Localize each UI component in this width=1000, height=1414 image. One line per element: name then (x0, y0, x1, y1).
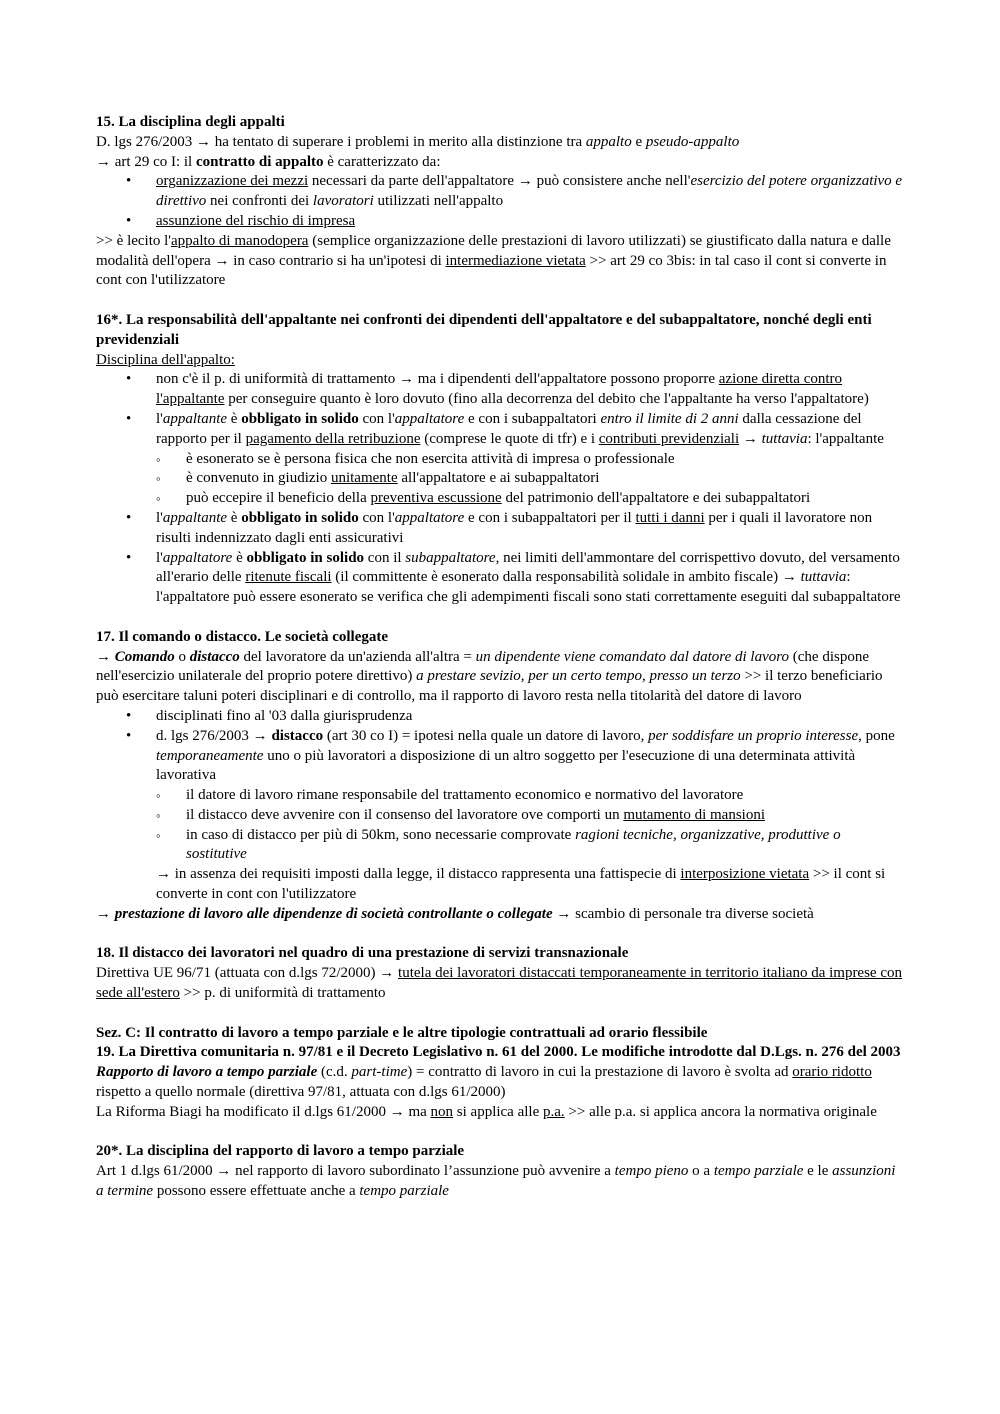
sub-list-item: ◦ il distacco deve avvenire con il consenso del lavoratore ove comporti un mutamento di mansioni (156, 806, 904, 826)
sub-list-item: ◦ in caso di distacco per più di 50km, sono necessarie comprovate ragioni tecniche, organizzative, produttive o sostitutive (156, 826, 904, 866)
list-item: • non c'è il p. di uniformità di trattamento → ma i dipendenti dell'appaltatore possono proporre azione diretta contro l'appaltante per conseguire quanto è loro dovuto (fino alla decorrenza del debito che l'appaltante ha verso l'appaltatore) (96, 370, 904, 410)
sub-list (156, 450, 904, 509)
list-item: • disciplinati fino al '03 dalla giurisprudenza (96, 707, 904, 727)
section-17-last-line: → prestazione di lavoro alle dipendenze di società controllante o collegate → scambio di personale tra diverse società (96, 905, 814, 922)
section-15-title: 15. La disciplina degli appalti (96, 114, 285, 130)
list-item: • organizzazione dei mezzi necessari da parte dell'appaltatore → può consistere anche nell'esercizio del potere organizzativo e direttivo nei confronti dei lavoratori utilizzati nell'appalto (96, 172, 904, 212)
document-page (96, 113, 904, 1202)
section-20-paragraph: Art 1 d.lgs 61/2000 → nel rapporto di lavoro subordinato l’assunzione può avvenire a tempo pieno o a tempo parziale e le assunzioni a termine possono essere effettuate anche a tempo parziale (96, 1163, 896, 1200)
section-18 (96, 944, 904, 1003)
sub-list-item: ◦ può eccepire il beneficio della preventiva escussione del patrimonio dell'appaltatore e dei subappaltatori (156, 489, 904, 509)
list-item: • l'appaltante è obbligato in solido con l'appaltatore e con i subappaltatori entro il limite di 2 anni dalla cessazione del rapporto per il pagamento della retribuzione (comprese le quote di tfr) e i contributi previdenziali → tuttavia: l'appaltante ◦ è esonerato se è persona fisica che non esercita attività di impresa o professionale ◦ è convenuto in giudizio unitamente all'appaltatore e ai subappaltatori ◦ può eccepire il beneficio della preventiva escussione del patrimonio dell'appaltatore e dei subappaltatori (96, 410, 904, 509)
section-c (96, 1024, 904, 1123)
section-15 (96, 113, 904, 291)
section-16-subtitle: Disciplina dell'appalto: (96, 351, 235, 368)
sub-list-item: ◦ è convenuto in giudizio unitamente all'appaltatore e ai subappaltatori (156, 469, 904, 489)
sub-list (156, 786, 904, 865)
section-16-list (96, 370, 904, 608)
sub-list-item: ◦ è esonerato se è persona fisica che non esercita attività di impresa o professionale (156, 450, 904, 470)
section-16 (96, 311, 904, 608)
section-17-list (96, 707, 904, 865)
section-16-title: 16*. La responsabilità dell'appaltante nei confronti dei dipendenti dell'appaltatore e del subappaltatore, nonché degli enti previdenziali (96, 311, 872, 348)
section-19-paragraph-2: La Riforma Biagi ha modificato il d.lgs 61/2000 → ma non si applica alle p.a. >> alle p.a. si applica ancora la normativa originale (96, 1103, 877, 1120)
section-18-title: 18. Il distacco dei lavoratori nel quadro di una prestazione di servizi transnazionale (96, 945, 629, 962)
list-item: • assunzione del rischio di impresa (96, 212, 904, 232)
section-17-paragraph: → Comando o distacco del lavoratore da un'azienda all'altra = un dipendente viene comandato dal datore di lavoro (che dispone nell'esercizio unilaterale del proprio potere direttivo) a prestare sevizio, per un certo tempo, presso un terzo >> il terzo beneficiario può esercitare taluni poteri disciplinari e di controllo, ma il rapporto di lavoro resta nella titolarità del datore di lavoro (96, 648, 883, 705)
section-15-paragraph: >> è lecito l'appalto di manodopera (semplice organizzazione delle prestazioni di lavoro utilizzati) se giustificato dalla natura e dalle modalità dell'opera → in caso contrario si ha un'ipotesi di intermediazione vietata >> art 29 co 3bis: in tal caso il cont si converte in cont con l'utilizzatore (96, 232, 891, 289)
section-17 (96, 628, 904, 925)
list-item: • l'appaltante è obbligato in solido con l'appaltatore e con i subappaltatori per il tutti i danni per i quali il lavoratore non risulti indennizzato dagli enti assicurativi (96, 509, 904, 549)
section-19-paragraph-1: Rapporto di lavoro a tempo parziale (c.d. part-time) = contratto di lavoro in cui la prestazione di lavoro è svolta ad orario ridotto rispetto a quello normale (direttiva 97/81, attuata con d.lgs 61/2000) (96, 1064, 872, 1101)
sub-list-item: ◦ il datore di lavoro rimane responsabile del trattamento economico e normativo del lavoratore (156, 786, 904, 806)
section-19-title: 19. La Direttiva comunitaria n. 97/81 e il Decreto Legislativo n. 61 del 2000. Le modifiche introdotte dal D.Lgs. n. 276 del 2003 (96, 1044, 901, 1061)
section-c-title: Sez. C: Il contratto di lavoro a tempo parziale e le altre tipologie contrattuali ad orario flessibile (96, 1024, 708, 1041)
section-17-title: 17. Il comando o distacco. Le società collegate (96, 628, 389, 645)
section-17-conclusion: → in assenza dei requisiti imposti dalla legge, il distacco rappresenta una fattispecie di interposizione vietata >> il cont si converte in cont con l'utilizzatore (156, 866, 886, 903)
section-20-title: 20*. La disciplina del rapporto di lavoro a tempo parziale (96, 1143, 465, 1160)
list-item: • d. lgs 276/2003 → distacco (art 30 co I) = ipotesi nella quale un datore di lavoro, per soddisfare un proprio interesse, pone temporaneamente uno o più lavoratori a disposizione di un altro soggetto per l'esecuzione di una determinata attività lavorativa ◦ il datore di lavoro rimane responsabile del trattamento economico e normativo del lavoratore ◦ il distacco deve avvenire con il consenso del lavoratore ove comporti un mutamento di mansioni ◦ in caso di distacco per più di 50km, sono necessarie comprovate ragioni tecniche, organizzative, produttive o sostitutive (96, 727, 904, 866)
section-15-list (96, 172, 904, 231)
section-18-paragraph: Direttiva UE 96/71 (attuata con d.lgs 72/2000) → tutela dei lavoratori distaccati temporaneamente in territorio italiano da imprese con sede all'estero >> p. di uniformità di trattamento (96, 965, 902, 1002)
list-item: • l'appaltatore è obbligato in solido con il subappaltatore, nei limiti dell'ammontare del corrispettivo dovuto, del versamento all'erario delle ritenute fiscali (il committente è esonerato dalla responsabilità solidale in ambito fiscale) → tuttavia: l'appaltatore può essere esonerato se verifica che gli adempimenti fiscali sono stati correttamente eseguiti dal subappaltatore (96, 549, 904, 608)
section-15-line-2: → art 29 co I: il contratto di appalto è caratterizzato da: (96, 153, 441, 170)
section-20 (96, 1142, 904, 1201)
section-15-line-1: D. lgs 276/2003 → ha tentato di superare i problemi in merito alla distinzione tra appalto e pseudo-appalto (96, 133, 740, 150)
